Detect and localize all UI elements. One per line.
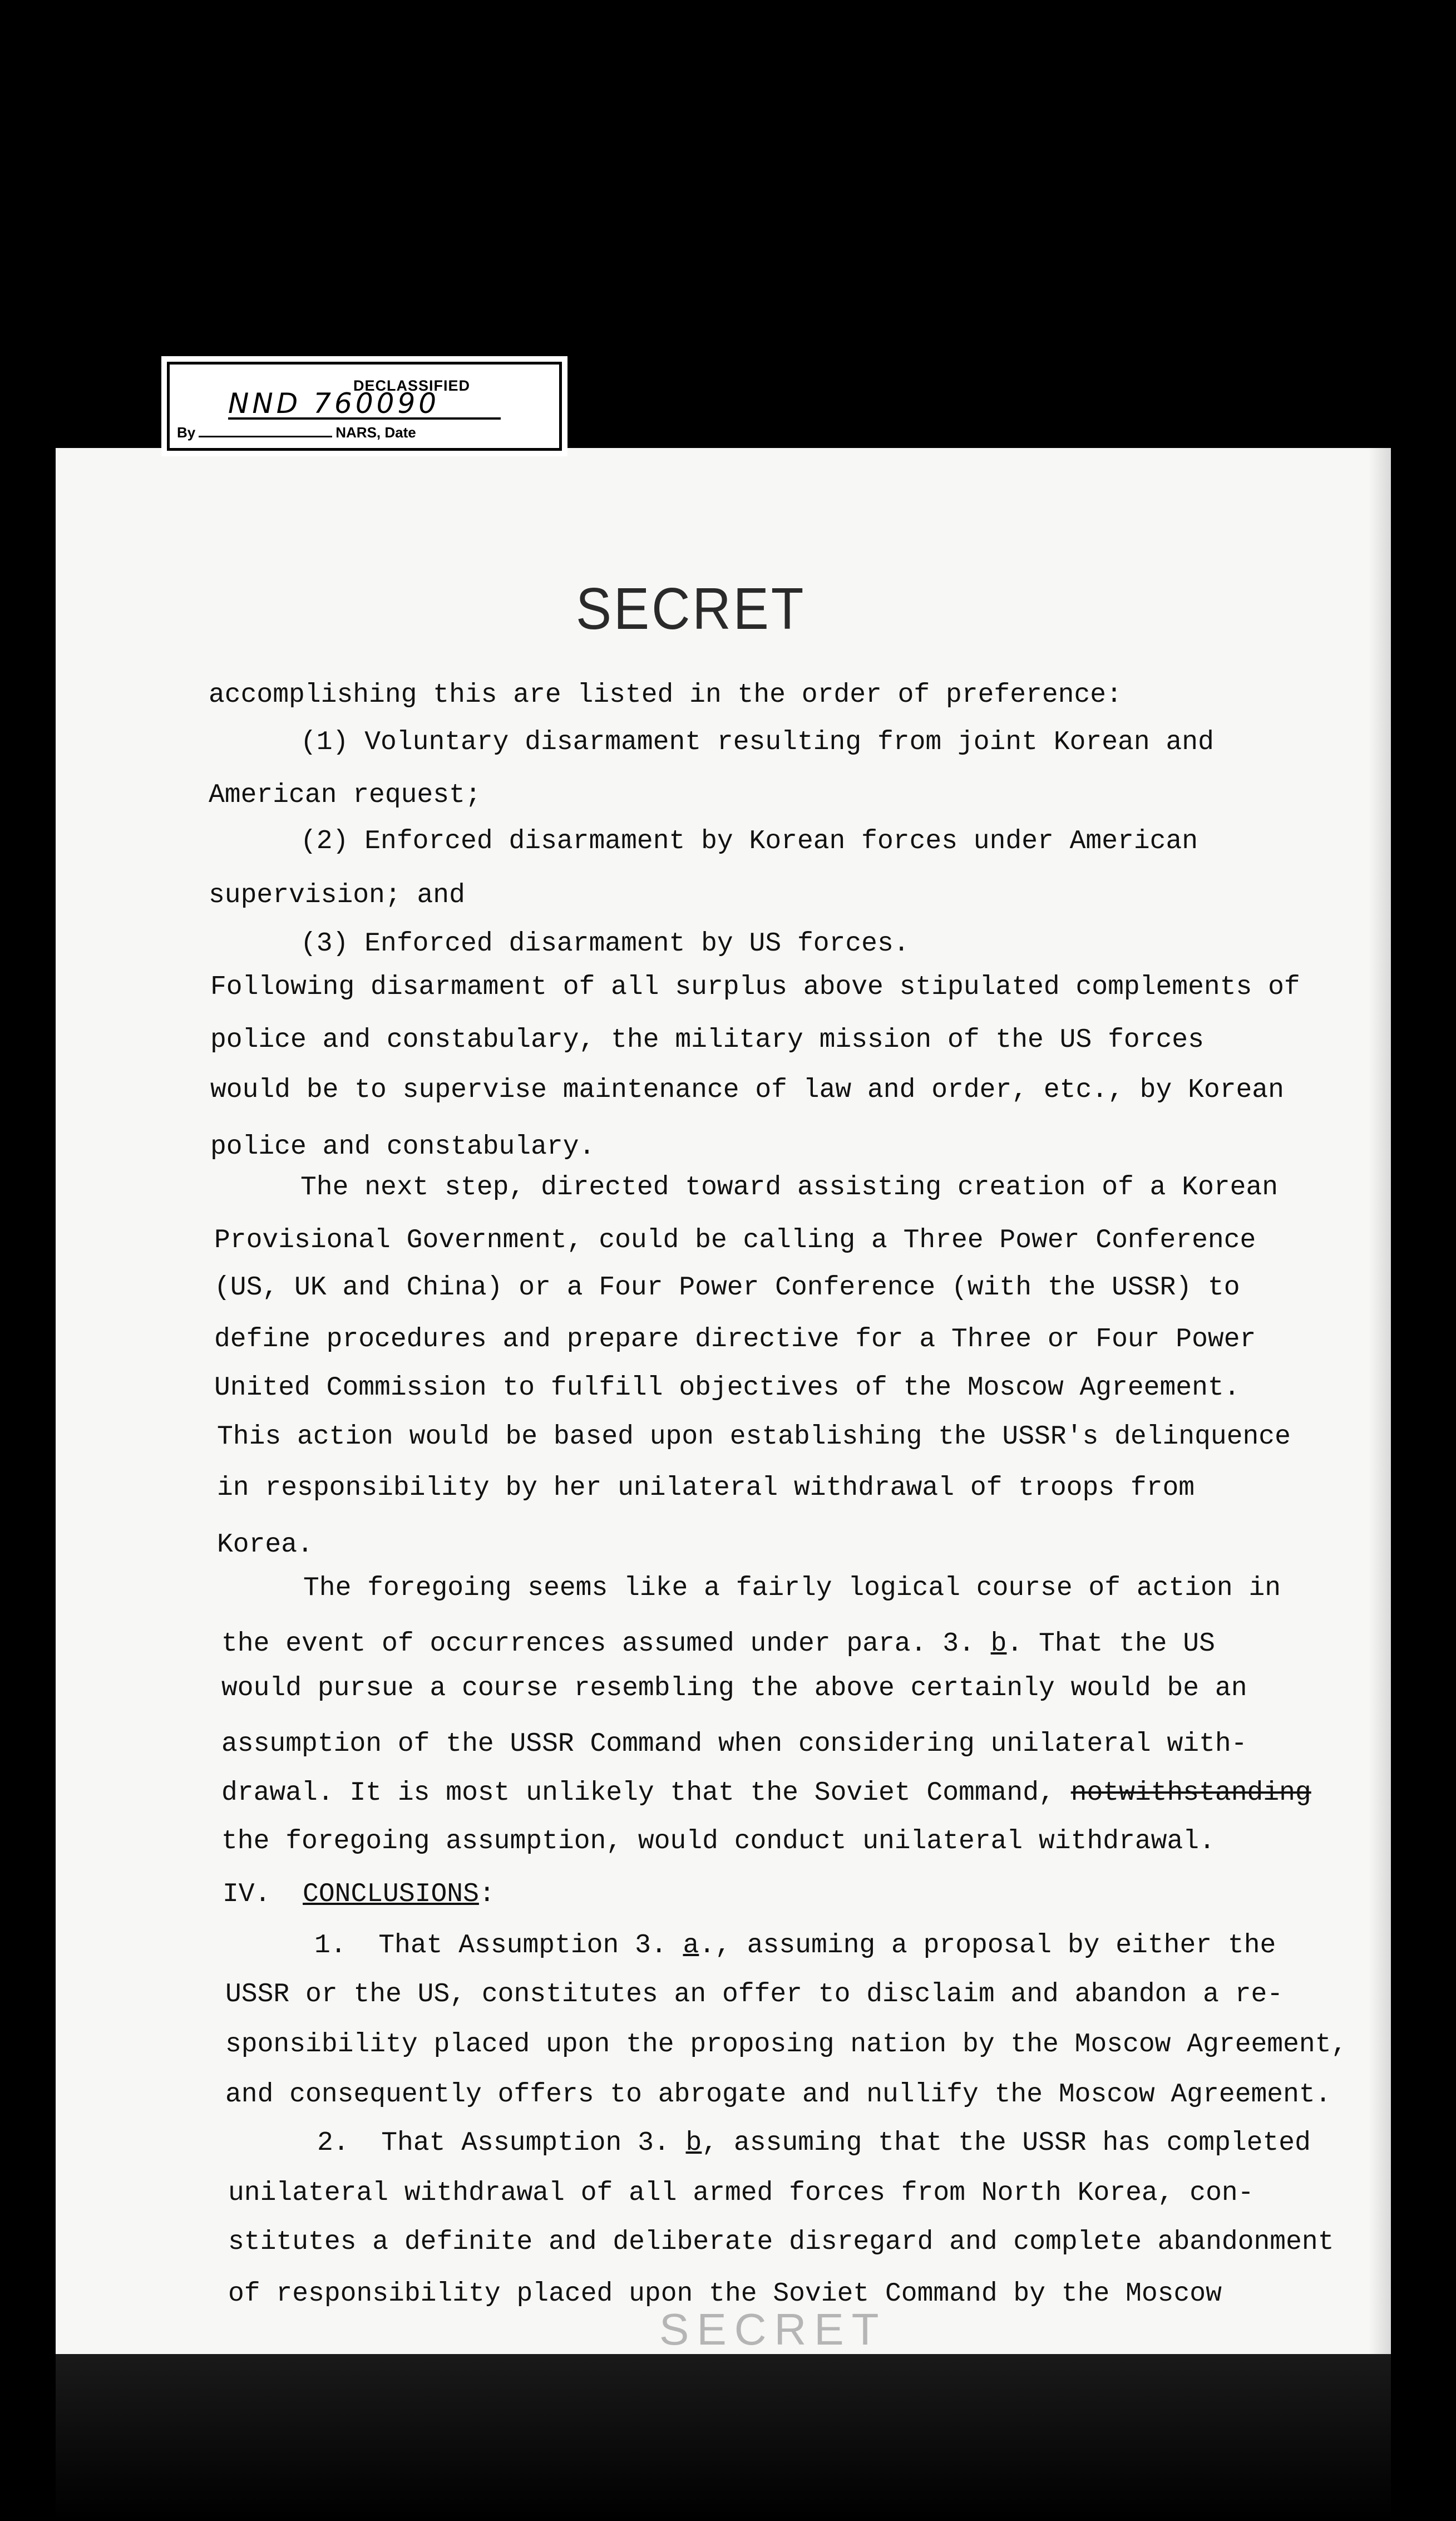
body-line: (US, UK and China) or a Four Power Conference (with the USSR) to <box>214 1273 1240 1303</box>
body-line: accomplishing this are listed in the order of preference: <box>209 680 1122 710</box>
body-text: , assuming that the USSR has completed <box>702 2128 1311 2158</box>
body-line: (2) Enforced disarmament by Korean forces under American <box>300 826 1198 856</box>
body-line: the foregoing assumption, would conduct unilateral withdrawal. <box>221 1826 1215 1857</box>
underlined-reference: a <box>683 1931 699 1961</box>
body-line: Korea. <box>217 1530 313 1560</box>
body-line: (3) Enforced disarmament by US forces. <box>300 929 910 959</box>
classification-marking-bottom: SECRET <box>659 2305 887 2354</box>
body-line: supervision; and <box>209 880 465 910</box>
section-title: CONCLUSIONS <box>303 1879 479 1909</box>
body-line: The foregoing seems like a fairly logical course of action in <box>303 1573 1281 1603</box>
body-text: 1. That Assumption 3. <box>314 1931 683 1961</box>
body-line: USSR or the US, constitutes an offer to disclaim and abandon a re- <box>225 1980 1284 2010</box>
body-line <box>317 2130 1311 2156</box>
body-line: American request; <box>209 780 481 810</box>
body-line: would pursue a course resembling the above certainly would be an <box>221 1673 1247 1703</box>
body-line <box>314 1932 1276 1959</box>
body-line <box>221 1780 1311 1806</box>
body-text: drawal. It is most unlikely that the Soviet Command, <box>221 1778 1071 1808</box>
section-number: IV. <box>223 1879 303 1909</box>
stamp-declassified-label: DECLASSIFIED <box>353 377 471 394</box>
body-text: . That the US <box>1006 1629 1215 1659</box>
body-line: and consequently offers to abrogate and nullify the Moscow Agreement. <box>225 2080 1331 2110</box>
body-line: sponsibility placed upon the proposing nation by the Moscow Agreement, <box>225 2030 1348 2060</box>
body-line: unilateral withdrawal of all armed forces from North Korea, con- <box>228 2178 1254 2208</box>
body-line: stitutes a definite and deliberate disregard and complete abandonment <box>228 2227 1334 2257</box>
body-line: (1) Voluntary disarmament resulting from joint Korean and <box>300 727 1214 757</box>
underlined-reference: b <box>990 1629 1007 1659</box>
body-line: Following disarmament of all surplus above stipulated complements of <box>210 972 1300 1002</box>
section-colon: : <box>478 1879 495 1909</box>
body-line: This action would be based upon establishing the USSR's delinquence <box>217 1422 1291 1452</box>
declassification-stamp <box>161 356 567 456</box>
stamp-authority-number: NND 760090 <box>228 390 501 420</box>
body-line: would be to supervise maintenance of law and order, etc., by Korean <box>210 1075 1284 1105</box>
page-bottom-shadow <box>56 2354 1391 2521</box>
classification-marking-top: SECRET <box>576 576 806 642</box>
underlined-reference: b <box>685 2128 702 2158</box>
stamp-by-label: By <box>177 424 196 441</box>
section-heading <box>223 1881 495 1908</box>
stamp-blank <box>199 436 332 437</box>
stamp-nars-date: NARS, Date <box>335 424 416 441</box>
body-line: define procedures and prepare directive for a Three or Four Power <box>214 1324 1256 1355</box>
page-edge-shadow <box>1369 448 1391 2354</box>
body-line: of responsibility placed upon the Soviet Command by the Moscow <box>228 2279 1222 2309</box>
body-text: the event of occurrences assumed under para. 3. <box>221 1629 991 1659</box>
struck-word: notwithstanding <box>1070 1778 1311 1808</box>
body-line: assumption of the USSR Command when considering unilateral with- <box>221 1729 1247 1759</box>
body-line: United Commission to fulfill objectives of the Moscow Agreement. <box>214 1373 1240 1403</box>
body-line: Provisional Government, could be calling a Three Power Conference <box>214 1225 1256 1255</box>
body-line: police and constabulary, the military mission of the US forces <box>210 1025 1204 1055</box>
body-line: The next step, directed toward assisting creation of a Korean <box>300 1173 1279 1203</box>
body-line: police and constabulary. <box>210 1132 595 1162</box>
body-text: 2. That Assumption 3. <box>317 2128 686 2158</box>
body-line: in responsibility by her unilateral withdrawal of troops from <box>217 1473 1195 1503</box>
body-text: ., assuming a proposal by either the <box>699 1931 1276 1961</box>
stamp-by-line <box>177 424 416 441</box>
body-line <box>221 1631 1215 1657</box>
